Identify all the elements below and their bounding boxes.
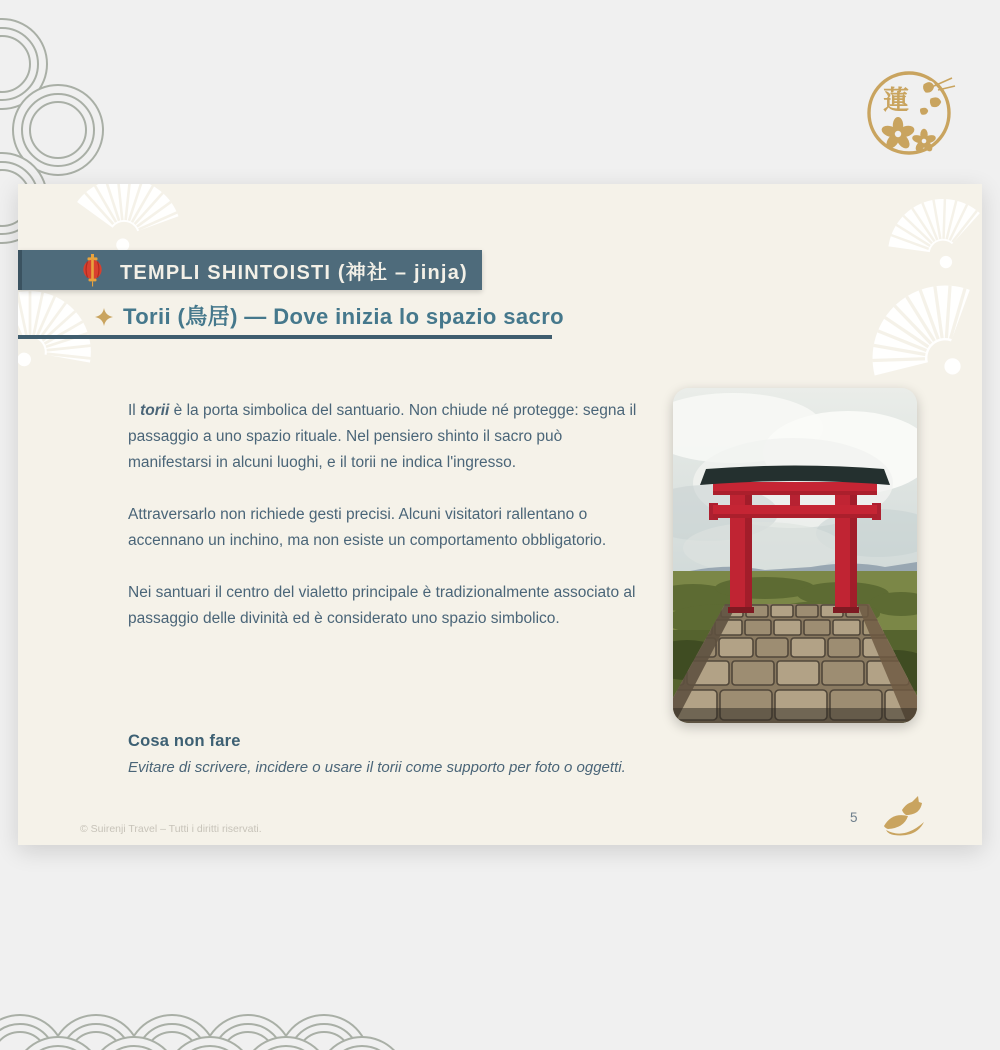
section-title: TEMPLI SHINTOISTI (神社 – jinja) bbox=[120, 261, 468, 284]
body-text bbox=[128, 398, 644, 658]
dont-text: Evitare di scrivere, incidere o usare il torii come supporto per foto o oggetti. bbox=[128, 759, 626, 776]
photo-vignette bbox=[673, 708, 917, 723]
slide bbox=[18, 184, 982, 845]
lantern-icon bbox=[82, 254, 103, 287]
section-banner bbox=[18, 250, 482, 290]
paragraph-1-rest: è la porta simbolica del santuario. Non chiude né protegge: segna il passaggio a uno spazio rituale. Nel pensiero shinto il sacro può manifestarsi in alcuni luoghi, e il torii ne indica l'ingresso. bbox=[128, 402, 637, 471]
slide-subtitle: Torii (鳥居) — Dove inizia lo spazio sacro bbox=[123, 304, 564, 329]
paragraph-1-term: torii bbox=[140, 402, 170, 419]
page-number: 5 bbox=[850, 810, 858, 825]
lotus-kanji: 蓮 bbox=[882, 85, 910, 115]
paragraph-2: Attraversarlo non richiede gesti precisi. Alcuni visitatori rallentano o accennano un inchino, ma non esiste un comportamento obbligatorio. bbox=[128, 506, 607, 549]
paragraph-3: Nei santuari il centro del vialetto principale è tradizionalmente associato al passaggio delle divinità ed è considerato uno spazio simbolico. bbox=[128, 584, 636, 627]
gold-leaves-icon bbox=[882, 796, 930, 840]
slide-subtitle-row bbox=[95, 300, 564, 331]
seigaiha-wave-pattern-bottom-left bbox=[0, 1000, 420, 1050]
paragraph-1 bbox=[128, 398, 644, 476]
sparkle-icon bbox=[95, 308, 113, 326]
torii-gate-photo bbox=[673, 388, 917, 723]
subtitle-underline bbox=[18, 335, 552, 339]
lotus-seal-icon bbox=[860, 62, 960, 162]
paragraph-1-lead: Il bbox=[128, 402, 141, 419]
copyright-text: © Suirenji Travel – Tutti i diritti riservati. bbox=[80, 823, 262, 835]
dont-heading: Cosa non fare bbox=[128, 732, 241, 750]
